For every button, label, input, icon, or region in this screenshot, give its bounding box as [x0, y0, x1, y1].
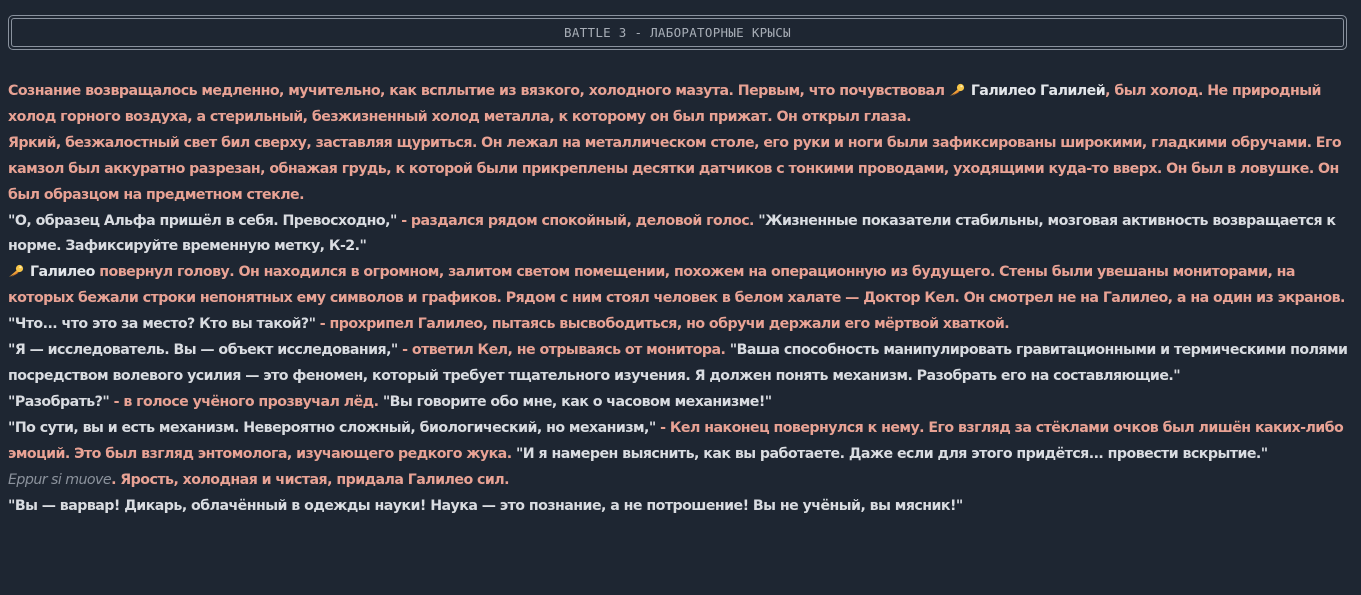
battle-title-inner-frame [11, 18, 1344, 47]
character-name: Галилео [30, 264, 95, 281]
dialogue-text: "И я намерен выяснить, как вы работаете. Даже если для этого придётся... провести вскрытие." [515, 445, 1268, 462]
dialogue-text: "Жизненные показатели стабильны, мозговая активность возвращается к норме. Зафиксируйте временную метку, К-2." [8, 212, 1336, 255]
narration-text: - ответил Кел, не отрываясь от монитора. [397, 342, 730, 359]
narration-text: - в голосе учёного прозвучал лёд. [109, 393, 383, 410]
character-name: Галилео Галилей [970, 83, 1106, 99]
comet-icon [949, 83, 965, 97]
narration-text: повернул голову. Он находился в огромном, залитом светом помещении, похожем на операционную из будущего. Стены были увешаны мониторами, на которых бежали строки непонятных ему символов и графиков. Рядом с ним стоял человек в белом халате — Доктор Кел. Он смотрел не на Галилео, а на один из экранов. [8, 264, 1345, 307]
dialogue-text: "О, образец Альфа пришёл в себя. Превосходно," [8, 212, 397, 229]
dialogue-text: "Что... что это за место? Кто вы такой?" [8, 316, 316, 333]
story-paragraph [8, 494, 1353, 520]
battle-title: BATTLE 3 - ЛАБОРАТОРНЫЕ КРЫСЫ [564, 25, 791, 40]
dialogue-text: "Разобрать?" [8, 393, 110, 410]
story-paragraph [8, 390, 1353, 416]
battle-title-bar [8, 15, 1347, 50]
narration-text: - прохрипел Галилео, пытаясь высвободиться, но обручи держали его мёртвой хваткой. [315, 316, 1010, 333]
comet-icon [8, 264, 24, 278]
story-paragraph [8, 312, 1353, 338]
story-paragraph [8, 209, 1353, 261]
dialogue-text: "Я — исследователь. Вы — объект исследования," [8, 342, 398, 359]
dialogue-text: "По сути, вы и есть механизм. Невероятно сложный, биологический, но механизм," [8, 419, 656, 436]
italic-phrase: Eppur si muove [8, 471, 112, 488]
dialogue-text: "Вы говорите обо мне, как о часовом механизме!" [382, 393, 772, 410]
narration-text: - раздался рядом спокойный, деловой голос. [396, 212, 759, 229]
dialogue-text: "Ваша способность манипулировать гравитационными и термическими полями посредством волевого усилия — это феномен, который требует тщательного изучения. Я должен понять механизм. Разобрать его на составляющие." [8, 342, 1348, 384]
story-paragraph [8, 79, 1353, 131]
narration-text: , был холод. Не природный холод горного воздуха, а стерильный, безжизненный холод металла, к которому он был прижат. Он открыл глаза. [8, 83, 1321, 125]
story-paragraph [8, 468, 1353, 494]
narration-text: Яркий, безжалостный свет бил сверху, заставляя щуриться. Он лежал на металлическом столе, его руки и ноги были зафиксированы широкими, гладкими обручами. Его камзол был аккуратно разрезан, обнажая грудь, к которой были прикреплены десятки датчиков с тонкими проводами, уходящими куда-то вверх. Он был в ловушке. Он был образцом на предметном стекле. [8, 134, 1342, 203]
dialogue-text: "Вы — варвар! Дикарь, облачённый в одежды науки! Наука — это познание, а не потрошение! Вы не учёный, вы мясник!" [8, 497, 963, 514]
story-paragraph [8, 131, 1353, 209]
story-text [8, 79, 1353, 519]
narration-text: - Кел наконец повернулся к нему. Его взгляд за стёклами очков был лишён каких-либо эмоций. Это был взгляд энтомолога, изучающего редкого жука. [8, 419, 1344, 462]
story-paragraph [8, 260, 1353, 312]
narration-text: . Ярость, холодная и чистая, придала Галилео сил. [111, 471, 509, 488]
story-paragraph [8, 416, 1353, 468]
story-paragraph [8, 338, 1353, 390]
narration-text: Сознание возвращалось медленно, мучительно, как всплытие из вязкого, холодного мазута. Первым, что почувствовал [8, 83, 949, 99]
